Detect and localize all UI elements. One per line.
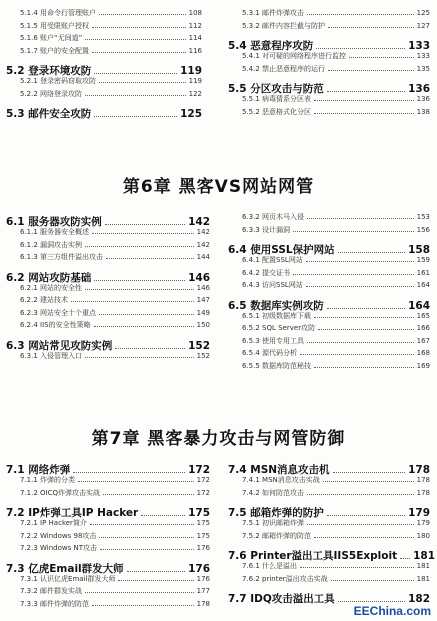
toc-entry-title: 7.2.3 Windows NT攻击 bbox=[20, 544, 98, 552]
dot-leader bbox=[314, 317, 414, 318]
toc-subsection-entry bbox=[20, 89, 202, 99]
toc-page-number: 156 bbox=[416, 225, 430, 234]
toc-page-number: 175 bbox=[196, 519, 210, 527]
toc-entry-title: 5.2 登录环境攻防 bbox=[6, 65, 92, 77]
dot-leader bbox=[92, 605, 194, 606]
toc-entry-title: 7.2.2 Windows 98攻击 bbox=[20, 531, 97, 540]
dot-leader bbox=[127, 571, 185, 572]
toc-page-number: 178 bbox=[416, 488, 430, 497]
toc-entry-title: 5.1.7 账户的安全配置 bbox=[20, 46, 90, 55]
toc-page-number: 180 bbox=[416, 531, 430, 540]
toc-entry-title: 7.1.1 炸弹的分类 bbox=[20, 476, 76, 484]
dot-leader bbox=[92, 233, 194, 234]
toc-subsection-entry bbox=[242, 255, 430, 265]
toc-entry-title: 5.3 邮件安全攻防 bbox=[6, 108, 92, 120]
toc-subsection-entry bbox=[242, 268, 430, 278]
toc-page-number: 175 bbox=[188, 507, 210, 519]
dot-leader bbox=[99, 14, 186, 15]
toc-entry-title: 5.5.1 病毒猜系分区表 bbox=[242, 95, 312, 103]
toc-subsection-entry bbox=[242, 225, 430, 235]
dot-leader bbox=[314, 100, 414, 101]
toc-entry-title: 7.3.3 邮件炸弹的防范 bbox=[20, 599, 90, 608]
toc-page-number: 181 bbox=[416, 562, 430, 570]
toc-subsection-entry bbox=[20, 21, 202, 31]
toc-page-number: 125 bbox=[416, 9, 430, 17]
toc-entry-title: 6.2.4 IIS的安全性策略 bbox=[20, 321, 91, 329]
toc-subsection-entry bbox=[20, 227, 210, 237]
dot-leader bbox=[105, 224, 185, 225]
chapter-6-heading: 第6章 黑客VS网站网管 bbox=[122, 177, 315, 197]
dot-leader bbox=[307, 14, 414, 15]
dot-leader bbox=[328, 70, 414, 71]
toc-entry-title: 6.5.4 源代码分析 bbox=[242, 349, 298, 357]
toc-entry-title: 5.1.4 用命令行管理账户 bbox=[20, 9, 97, 17]
dot-leader bbox=[327, 515, 405, 516]
toc-entry-title: 5.1.6 账户“无间道” bbox=[20, 34, 83, 42]
toc-page-number: 159 bbox=[416, 256, 430, 264]
toc-entry-title: 6.1 服务器攻防实例 bbox=[6, 216, 102, 228]
toc-subsection-entry bbox=[20, 574, 210, 584]
toc-subsection-entry bbox=[242, 280, 430, 290]
toc-subsection-entry bbox=[242, 361, 430, 371]
dot-leader bbox=[90, 524, 194, 525]
dot-leader bbox=[307, 494, 414, 495]
dot-leader bbox=[92, 52, 186, 53]
toc-subsection-entry bbox=[242, 64, 430, 74]
toc-subsection-entry bbox=[20, 320, 210, 330]
toc-entry-title: 6.3.2 网页木马入侵 bbox=[242, 213, 305, 221]
toc-subsection-entry bbox=[20, 33, 202, 43]
dot-leader bbox=[314, 113, 414, 114]
dot-leader bbox=[314, 367, 414, 368]
toc-entry-title: 6.3 网站常见攻防实例 bbox=[6, 339, 113, 352]
toc-subsection-entry bbox=[20, 295, 210, 305]
toc-page-number: 152 bbox=[188, 339, 210, 352]
toc-page-number: 142 bbox=[188, 216, 210, 228]
toc-subsection-entry bbox=[20, 599, 210, 609]
toc-entry-title: 7.6.1 什么是溢出 bbox=[242, 562, 298, 570]
toc-entry-title: 5.3.1 邮件炸弹攻击 bbox=[242, 9, 305, 17]
toc-entry-title: 7.3 亿虎Email群发大师 bbox=[6, 562, 124, 575]
toc-page-number: 116 bbox=[188, 46, 202, 55]
toc-page-number: 167 bbox=[416, 336, 430, 345]
toc-subsection-entry bbox=[242, 212, 430, 222]
toc-page-number: 169 bbox=[416, 361, 430, 370]
toc-page-number: 149 bbox=[196, 308, 210, 317]
toc-entry-title: 5.4.1 对可疑的网络程序进行监控 bbox=[242, 52, 347, 60]
toc-entry-title: 6.1.3 第三方组件溢出攻击 bbox=[20, 253, 104, 261]
toc-subsection-entry bbox=[242, 21, 430, 31]
toc-page-number: 136 bbox=[416, 95, 430, 103]
toc-page-number: 172 bbox=[188, 464, 210, 476]
dot-leader bbox=[99, 537, 193, 538]
toc-entry-title: 6.4.2 提交证书 bbox=[242, 268, 291, 277]
toc-page-number: 181 bbox=[416, 574, 430, 583]
dot-leader bbox=[71, 301, 194, 302]
toc-page-number: 178 bbox=[196, 599, 210, 608]
dot-leader bbox=[99, 314, 194, 315]
toc-entry-title: 7.5.2 邮箱炸弹的防范 bbox=[242, 531, 312, 540]
toc-entry-title: 7.2 IP炸弹工具IP Hacker bbox=[6, 507, 139, 519]
dot-leader bbox=[293, 231, 414, 232]
toc-subsection-entry bbox=[20, 76, 202, 86]
dot-leader bbox=[327, 308, 405, 309]
toc-entry-title: 6.1.1 服务器安全概述 bbox=[20, 228, 90, 236]
toc-subsection-entry bbox=[20, 531, 210, 541]
dot-leader bbox=[78, 481, 194, 482]
toc-entry-title: 6.4 使用SSL保护网站 bbox=[228, 244, 335, 256]
toc-subsection-entry bbox=[20, 586, 210, 596]
toc-entry-title: 7.3.1 认识亿虎Email群发大师 bbox=[20, 574, 116, 583]
toc-page-number: 125 bbox=[180, 108, 202, 120]
toc-entry-title: 5.5 分区攻击与防范 bbox=[228, 83, 324, 95]
toc-subsection-entry bbox=[242, 561, 430, 571]
toc-page-number: 127 bbox=[416, 21, 430, 30]
toc-subsection-entry bbox=[242, 348, 430, 358]
toc-entry-title: 5.4 恶意程序攻防 bbox=[228, 40, 314, 52]
dot-leader bbox=[94, 73, 177, 74]
toc-entry-title: 7.1.2 OICQ炸弹攻击实战 bbox=[20, 488, 101, 497]
dot-leader bbox=[331, 580, 414, 581]
toc-page-number: 153 bbox=[416, 213, 430, 221]
toc-page-number: 172 bbox=[196, 488, 210, 497]
toc-entry-title: 6.5 数据库实例攻防 bbox=[228, 299, 324, 312]
toc-entry-title: 7.2.1 IP Hacker简介 bbox=[20, 519, 87, 527]
toc-entry-title: 6.2 网站攻防基础 bbox=[6, 271, 92, 284]
toc-subsection-entry bbox=[242, 8, 430, 18]
dot-leader bbox=[314, 537, 414, 538]
toc-subsection-entry bbox=[242, 311, 430, 321]
toc-entry-title: 5.4.2 禁止恶意程序的运行 bbox=[242, 64, 326, 73]
toc-subsection-entry bbox=[20, 252, 210, 262]
toc-page-number: 136 bbox=[408, 83, 430, 95]
toc-entry-title: 7.4.2 如何防范攻击 bbox=[242, 488, 305, 497]
toc-page-number: 179 bbox=[408, 507, 430, 519]
toc-entry-title: 6.5.1 初级数据库下载 bbox=[242, 311, 312, 320]
toc-page-number: 133 bbox=[416, 52, 430, 60]
dot-leader bbox=[141, 515, 185, 516]
toc-entry-title: 5.2.2 网络登录攻防 bbox=[20, 89, 83, 98]
dot-leader bbox=[300, 567, 414, 568]
toc-page-number: 164 bbox=[416, 281, 430, 289]
toc-entry-title: 6.4.3 访问SSL网站 bbox=[242, 281, 303, 289]
toc-page-number: 161 bbox=[416, 268, 430, 277]
dot-leader bbox=[323, 481, 414, 482]
dot-leader bbox=[73, 472, 185, 473]
dot-leader bbox=[94, 116, 177, 117]
dot-leader bbox=[327, 91, 405, 92]
toc-subsection-entry bbox=[20, 543, 210, 553]
toc-subsection-entry bbox=[242, 323, 430, 333]
toc-subsection-entry bbox=[242, 107, 430, 117]
dot-leader bbox=[99, 82, 186, 83]
toc-entry-title: 7.1 网络炸弹 bbox=[6, 464, 71, 476]
toc-entry-title: 5.3.2 邮件内容拦截与防护 bbox=[242, 21, 326, 30]
dot-leader bbox=[118, 580, 193, 581]
dot-leader bbox=[333, 472, 406, 473]
toc-entry-title: 6.2.3 网站安全十个重点 bbox=[20, 308, 97, 317]
toc-page-number: 108 bbox=[188, 9, 202, 17]
dot-leader bbox=[85, 246, 194, 247]
dot-leader bbox=[85, 39, 185, 40]
dot-leader bbox=[94, 326, 194, 327]
dot-leader bbox=[85, 289, 194, 290]
toc-entry-title: 7.5.1 初识邮箱炸弹 bbox=[242, 519, 305, 527]
dot-leader bbox=[400, 558, 410, 559]
toc-page-number: 176 bbox=[196, 544, 210, 552]
dot-leader bbox=[94, 280, 185, 281]
toc-entry-title: 7.4.1 MSN消息攻击实战 bbox=[242, 476, 320, 484]
toc-subsection-entry bbox=[20, 308, 210, 318]
dot-leader bbox=[318, 329, 414, 330]
toc-page-number: 135 bbox=[416, 64, 430, 73]
toc-entry-title: 6.3.3 设计漏洞 bbox=[242, 225, 291, 234]
toc-section-entry bbox=[6, 106, 202, 121]
toc-page-number: 164 bbox=[408, 299, 430, 312]
dot-leader bbox=[349, 57, 414, 58]
toc-page-number: 182 bbox=[408, 593, 430, 605]
toc-subsection-entry bbox=[20, 283, 210, 293]
toc-entry-title: 7.7 IDQ攻击溢出工具 bbox=[228, 593, 335, 605]
toc-entry-title: 6.2.2 建站技术 bbox=[20, 296, 69, 304]
toc-subsection-entry bbox=[20, 351, 210, 361]
toc-page-number: 114 bbox=[188, 34, 202, 42]
toc-page-number: 178 bbox=[416, 476, 430, 484]
dot-leader bbox=[85, 357, 194, 358]
toc-subsection-entry bbox=[20, 488, 210, 498]
toc-page-number: 122 bbox=[188, 89, 202, 98]
dot-leader bbox=[115, 348, 185, 349]
toc-entry-title: 5.2.1 登录密码窃取攻防 bbox=[20, 77, 97, 85]
toc-entry-title: 6.4.1 配置SSL网站 bbox=[242, 256, 303, 264]
toc-entry-title: 5.1.5 用受限账户授权 bbox=[20, 21, 90, 30]
toc-page-number: 146 bbox=[196, 283, 210, 292]
toc-subsection-entry bbox=[242, 574, 430, 584]
dot-leader bbox=[307, 524, 414, 525]
toc-page-number: 166 bbox=[416, 324, 430, 332]
toc-subsection-entry bbox=[20, 46, 202, 56]
toc-entry-title: 7.6 Printer溢出工具IIS5Exploit bbox=[228, 550, 398, 562]
dot-leader bbox=[92, 27, 186, 28]
toc-page-number: 133 bbox=[408, 40, 430, 52]
toc-page-number: 158 bbox=[408, 244, 430, 256]
toc-entry-title: 6.3.1 入侵管理入口 bbox=[20, 351, 83, 360]
toc-page-number: 138 bbox=[416, 107, 430, 116]
toc-entry-title: 6.5.2 SQL Server攻防 bbox=[242, 324, 316, 332]
toc-page-number: 176 bbox=[188, 562, 210, 575]
toc-entry-title: 6.1.2 漏洞攻击实例 bbox=[20, 240, 83, 249]
dot-leader bbox=[306, 286, 414, 287]
toc-page-number: 179 bbox=[416, 519, 430, 527]
toc-page-number: 150 bbox=[196, 321, 210, 329]
toc-page-number: 181 bbox=[413, 550, 436, 562]
toc-page-number: 119 bbox=[180, 65, 202, 77]
dot-leader bbox=[85, 592, 194, 593]
dot-leader bbox=[100, 549, 194, 550]
dot-leader bbox=[103, 494, 194, 495]
toc-subsection-entry bbox=[242, 488, 430, 498]
dot-leader bbox=[300, 354, 414, 355]
toc-subsection-entry bbox=[20, 8, 202, 18]
toc-page-number: 119 bbox=[188, 77, 202, 85]
toc-entry-title: 7.3.2 邮件群发实战 bbox=[20, 587, 83, 595]
toc-subsection-entry bbox=[242, 94, 430, 104]
dot-leader bbox=[85, 95, 186, 96]
dot-leader bbox=[338, 252, 405, 253]
chapter-7-heading: 第7章 黑客暴力攻击与网管防御 bbox=[91, 429, 346, 449]
dot-leader bbox=[316, 48, 405, 49]
dot-leader bbox=[293, 274, 414, 275]
dot-leader bbox=[307, 218, 414, 219]
toc-page-number: 177 bbox=[196, 587, 210, 595]
eechina-watermark-logo: EEChina.com bbox=[353, 604, 431, 618]
toc-page-number: 147 bbox=[196, 296, 210, 304]
toc-entry-title: 6.5.3 使用专用工具 bbox=[242, 336, 305, 345]
toc-page-number: 178 bbox=[408, 464, 430, 476]
toc-subsection-entry bbox=[242, 336, 430, 346]
toc-page-number: 142 bbox=[196, 240, 210, 249]
toc-entry-title: 5.5.2 恶意格式化分区 bbox=[242, 107, 312, 116]
toc-subsection-entry bbox=[242, 531, 430, 541]
toc-entry-title: 7.6.2 printer溢出攻击实战 bbox=[242, 574, 328, 583]
toc-subsection-entry bbox=[20, 518, 210, 528]
dot-leader bbox=[328, 27, 414, 28]
toc-subsection-entry bbox=[242, 518, 430, 528]
toc-page-number: 172 bbox=[196, 476, 210, 484]
dot-leader bbox=[106, 258, 194, 259]
dot-leader bbox=[338, 601, 405, 602]
toc-page-number: 142 bbox=[196, 228, 210, 236]
dot-leader bbox=[306, 261, 414, 262]
toc-entry-title: 6.5.5 数据库防范秘技 bbox=[242, 361, 312, 370]
toc-page-number: 176 bbox=[196, 574, 210, 583]
toc-subsection-entry bbox=[20, 240, 210, 250]
toc-subsection-entry bbox=[242, 51, 430, 61]
toc-page-number: 175 bbox=[196, 531, 210, 540]
toc-page-number: 165 bbox=[416, 311, 430, 320]
toc-entry-title: 6.2.1 网站的安全性 bbox=[20, 283, 83, 292]
toc-page-number: 168 bbox=[416, 349, 430, 357]
toc-subsection-entry bbox=[242, 475, 430, 485]
toc-page-number: 112 bbox=[188, 21, 202, 30]
toc-page-number: 144 bbox=[196, 253, 210, 261]
toc-page-number: 152 bbox=[196, 351, 210, 360]
toc-entry-title: 7.5 邮箱炸弹的防护 bbox=[228, 507, 324, 519]
dot-leader bbox=[307, 342, 414, 343]
toc-entry-title: 7.4 MSN消息攻击机 bbox=[228, 464, 330, 476]
toc-subsection-entry bbox=[20, 475, 210, 485]
toc-page-number: 146 bbox=[188, 271, 210, 284]
